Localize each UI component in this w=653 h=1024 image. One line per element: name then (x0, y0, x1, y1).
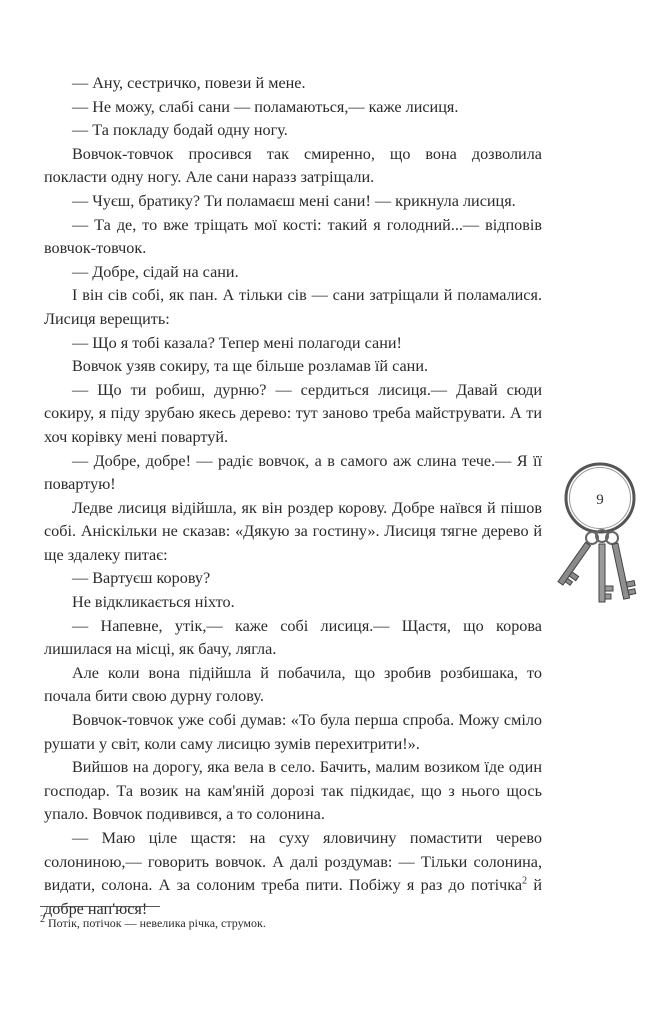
paragraph: — Ану, сестричко, повези й мене. (72, 74, 306, 92)
paragraph: — Напевне, утік,— каже собі лисиця.— Щастя, що корова лишилася на місці, як бачу, лягла. (44, 616, 542, 659)
paragraph: — Та де, то вже тріщать мої кості: такий я голодний...— відповів вовчок-товчок. (44, 215, 542, 258)
paragraph: І він сів собі, як пан. А тільки сів — сани затріщали й поламалися. Лисиця верещить: (44, 286, 542, 328)
footnote-text: Потік, потічок — невелика річка, струмок. (48, 916, 266, 930)
paragraph: — Чуєш, братику? Ти поламаєш мені сани! — крикнула лисиця. (72, 191, 516, 210)
paragraph: — Що я тобі казала? Тепер мені полагоди сани! (72, 333, 402, 352)
page-number: 9 (596, 492, 604, 508)
paragraph: Ледве лисиця відійшла, як він роздер корову. Добре наївся й пішов собі. Аніскільки не сказав: «Дякую за гостину». Лисиця тягне дерево й ще здалеку питає: (44, 498, 542, 564)
paragraph: — Що ти робиш, дурню? — сердиться лисиця.— Давай сюди сокиру, я піду зрубаю якесь дерево: тут заново треба майструвати. А ти хоч корівку мені повартуй. (44, 380, 542, 446)
paragraph: Вовчок-товчок уже собі думав: «То була перша спроба. Можу сміло рушати у світ, коли саму лисицю зумів перехитрити!». (44, 711, 542, 753)
paragraph: Не відкликається ніхто. (72, 593, 235, 612)
footnote-marker: 2 (522, 875, 528, 887)
paragraph: Але коли вона підійшла й побачила, що зробив розбишака, то почала бити свою дурну голову. (44, 663, 542, 706)
paragraph: — Вартуєш корову? (72, 569, 211, 588)
story-text (44, 72, 542, 921)
footnote-number: 2 (40, 914, 45, 925)
footnote-divider (40, 906, 160, 907)
paragraph: Вовчок-товчок просився так смиренно, що вона дозволила покласти одну ногу. Але сани наразз затріщали. (44, 144, 542, 187)
paragraph-last (44, 827, 542, 921)
paragraph: Вийшов на дорогу, яка вела в село. Бачить, малим возиком їде один господар. Та возик на кам'яній дорозі так підкидає, що з нього щось упало. Вовчок подивився, а то солонина. (44, 758, 542, 824)
paragraph: Вовчок узяв сокиру, та ще більше розламав їй сани. (72, 357, 429, 376)
paragraph: — Добре, добре! — радіє вовчок, а в самого аж слина тече.— Я її повартую! (44, 451, 542, 494)
paragraph-last-text: — Маю ціле щастя: на суху яловичину помастити черево солониною,— говорить вовчок. А далі роздумав: — Тільки солонина, видати, солона. А за солоним треба пити. Побіжу я раз до потічка (44, 829, 542, 895)
paragraph-last-tail: й добре нап'юся! (44, 876, 542, 918)
keyring-icon (552, 458, 652, 628)
paragraph: — Та покладу бодай одну ногу. (72, 121, 288, 140)
paragraph: — Не можу, слабі сани — поламаються,— каже лисиця. (72, 97, 459, 116)
footnote (40, 915, 266, 931)
paragraph: — Добре, сідай на сани. (72, 262, 239, 281)
